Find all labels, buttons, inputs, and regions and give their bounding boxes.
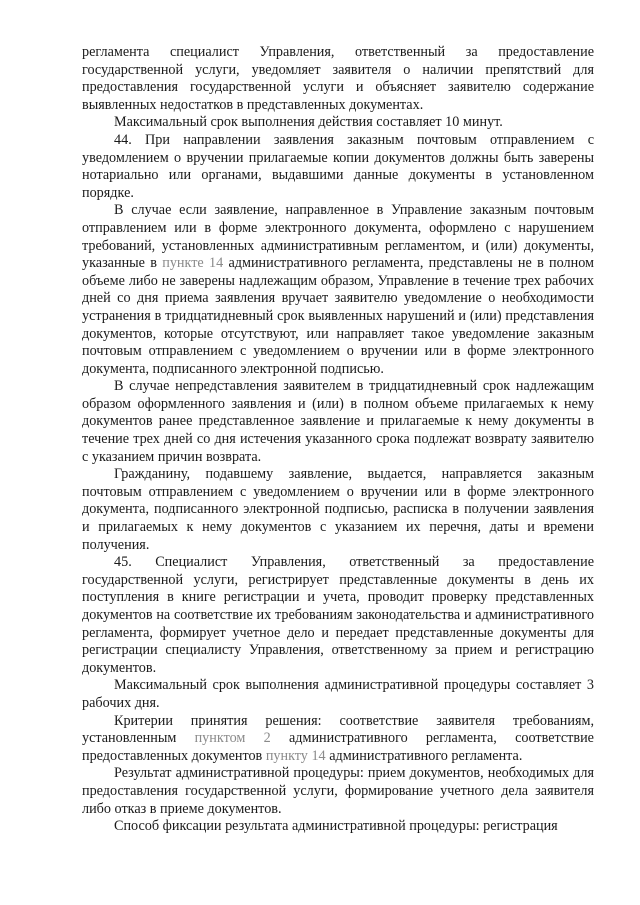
document-page <box>82 44 594 836</box>
paragraph-result: Результат административной процедуры: прием документов, необходимых для предоставления государственной услуги, формирование учетного дела заявителя либо отказ в приеме документов. <box>82 765 594 817</box>
paragraph-criteria <box>82 713 594 766</box>
text: административного регламента, представлены не в полном объеме либо не заверены надлежащим образом, Управление в течение трех рабочих дней со дня приема заявления вручает заявителю уведомление о необходимости устранения в тридцатидневный срок выявленных нарушений и (или) представления документов, которые отсутствуют, или направляет такое уведомление заказным почтовым отправлением с уведомлением о вручении или в форме электронного документа, подписанного электронной подписью. <box>82 255 595 377</box>
paragraph-max-procedure-time: Максимальный срок выполнения административной процедуры составляет 3 рабочих дня. <box>82 677 594 711</box>
paragraph-fixation: Способ фиксации результата административной процедуры: регистрация <box>114 818 558 835</box>
reference-link[interactable]: пунктом 2 <box>194 730 271 747</box>
reference-link[interactable]: пункту 14 <box>265 747 326 764</box>
paragraph-non-submission: В случае непредставления заявителем в тридцатидневный срок надлежащим образом оформленного заявления и (или) в полном объеме прилагаемых к нему документов ранее представленное заявление и прилагаемые к нему документы в течение трех дней со дня истечения указанного срока подлежат возврату заявителю с указанием причин возврата. <box>82 378 594 465</box>
paragraph-45: 45. Специалист Управления, ответственный за предоставление государственной услуги, регистрирует представленные документы в день их поступления в книге регистрации и учета, проводит проверку представленных документов на соответствие их требованиям законодательства и административного регламента, формирует учетное дело и передает представленные документы для регистрации специалисту Управления, ответственному за прием и регистрацию документов. <box>82 554 594 676</box>
paragraph-receipt: Гражданину, подавшему заявление, выдается, направляется заказным почтовым отправлением с уведомлением о вручении или в форме электронного документа, подписанного электронной подписью, расписка в получении заявления и прилагаемых к нему документов с указанием их перечня, даты и времени получения. <box>82 466 594 553</box>
text: В случае если заявление, направленное в Управление заказным почтовым отправлением или в форме электронного документа, оформлено с нарушением требований, установленных административным регламентом, и (или) документы, указанные в <box>82 202 594 272</box>
text: административного регламента, соответствие предоставленных документов <box>82 730 594 764</box>
paragraph-max-time: Максимальный срок выполнения действия составляет 10 минут. <box>114 114 503 131</box>
paragraph-continuation: регламента специалист Управления, ответственный за предоставление государственной услуги, уведомляет заявителя о наличии препятствий для предоставления государственной услуги и объясняет заявителю содержание выявленных недостатков в представленных документах. <box>82 44 594 113</box>
paragraph-44: 44. При направлении заявления заказным почтовым отправлением с уведомлением о вручении прилагаемые копии документов должны быть заверены нотариально или органами, выдавшими данные документы в установленном порядке. <box>82 131 594 201</box>
text: Критерии принятия решения: соответствие заявителя требованиям, установленным <box>82 712 594 747</box>
reference-link[interactable]: пункте 14 <box>162 255 224 272</box>
paragraph-violations <box>82 202 594 378</box>
text: административного регламента. <box>325 747 523 764</box>
